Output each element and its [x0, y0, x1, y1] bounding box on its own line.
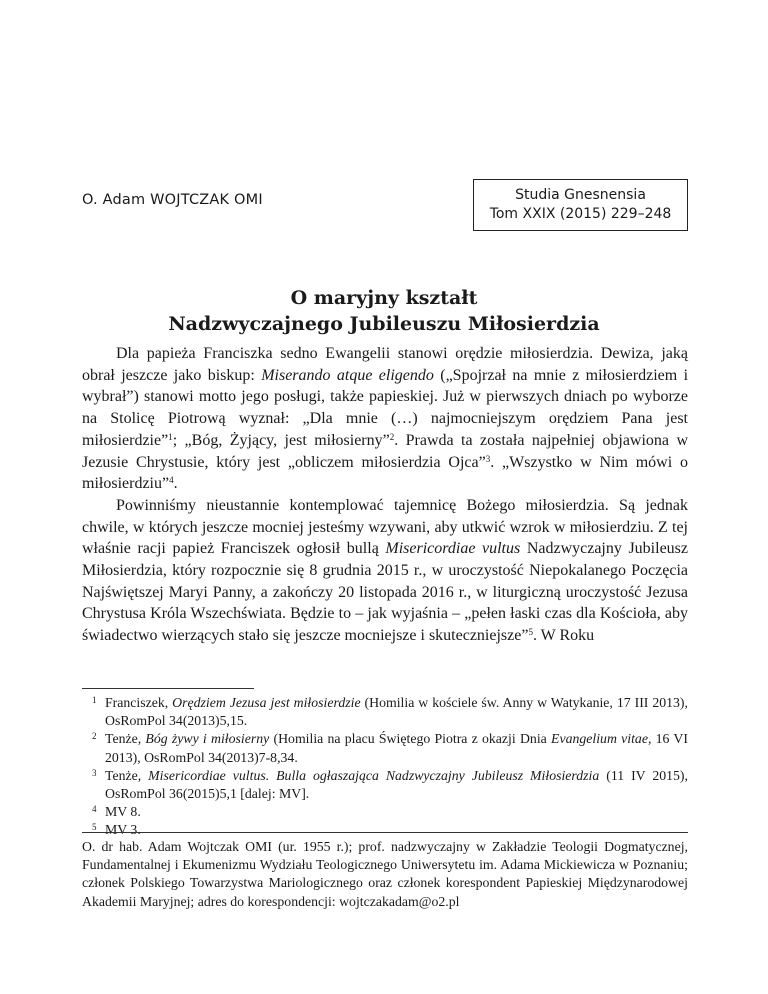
- footnote-divider: [82, 688, 254, 689]
- text-span: Nadzwyczajny Jubileusz Miłosierdzia, który rozpocznie się 8 grudnia 2015 r., w uroczystość Niepokalanego Poczęcia Najświętszej Maryi Panny, a zakończy 20 listopada 2016 r., w liturgiczną uroczystość Jezusa Chrystusa Króla Wszechświata. Będzie to – jak wyjaśnia – „pełen łaski czas dla Kościoła, aby świadectwo wierzących stało się jeszcze mocniejsze i skuteczniejsze”: [82, 540, 688, 645]
- text-span: („Spojrzał na mnie z miłosierdziem i wybrał”) stanowi motto jego posługi, także papieskiej. Już w pierwszych dniach po wyborze na Stolicę Piotrową wyznał: „Dla mnie (…) najmocniejszym orędziem Pana jest miłosierdzie”: [82, 366, 689, 449]
- italic-title: Orędziem Jezusa jest miłosierdzie: [172, 695, 361, 710]
- italic-motto: Miserando atque eligendo: [261, 366, 434, 384]
- text-span: (11 IV 2015), OsRomPol 36(2015)5,1 [dalej: MV].: [105, 767, 688, 802]
- article-body: [82, 343, 688, 647]
- author-name: O. Adam WOJTCZAK OMI: [82, 192, 263, 208]
- text-span: Franciszek,: [105, 695, 173, 710]
- title-line-2: Nadzwyczajnego Jubileuszu Miłosierdzia: [168, 313, 600, 335]
- italic-bull-title: Misericordiae vultus: [385, 540, 521, 558]
- text-span: Tenże,: [105, 767, 149, 783]
- text-span: MV 8.: [105, 804, 141, 820]
- footnote-4: 4 MV 8.: [92, 804, 141, 820]
- paragraph-1: [82, 343, 688, 495]
- italic-title: Evangelium vitae: [551, 731, 648, 747]
- journal-volume: Tom XXIX (2015) 229–248: [489, 206, 672, 222]
- italic-title: Misericordiae vultus. Bulla ogłaszająca Nadzwyczajny Jubileusz Miłosierdzia: [148, 767, 600, 783]
- article-title: [0, 285, 768, 337]
- text-span: .: [173, 475, 178, 493]
- text-span: . W Roku: [532, 627, 595, 645]
- footnotes: [82, 694, 688, 840]
- text-span: . „Wszystko w Nim mówi o miłosierdziu”: [82, 453, 688, 493]
- footnote-5: 5 MV 3.: [92, 822, 141, 838]
- text-span: Dla papieża Franciszka sedno Ewangelii stanowi orędzie miłosierdzia. Dewiza, jaką obrał jeszcze jako biskup:: [82, 345, 688, 384]
- footnote-ref-1[interactable]: 1: [168, 431, 173, 442]
- text-span: , 16 VI 2013), OsRomPol 34(2013)7-8,34.: [105, 731, 688, 765]
- footnote-ref-2[interactable]: 2: [389, 431, 395, 442]
- footnote-ref-5[interactable]: 5: [528, 627, 533, 638]
- footnote-1: 1 Franciszek, Orędziem Jezusa jest miłosierdzie (Homilia w kościele św. Anny w Watykanie, 17 III 2013), OsRomPol 34(2013)5,15.: [92, 695, 688, 729]
- bio-divider: [82, 832, 688, 833]
- footnote-3: 3 Tenże, Misericordiae vultus. Bulla ogłaszająca Nadzwyczajny Jubileusz Miłosierdzia (11 IV 2015), OsRomPol 36(2015)5,1 [dalej: MV].: [92, 767, 688, 802]
- italic-title: Bóg żywy i miłosierny: [145, 731, 270, 747]
- paragraph-2: [82, 495, 688, 647]
- author-bio: O. dr hab. Adam Wojtczak OMI (ur. 1955 r.); prof. nadzwyczajny w Zakładzie Teologii Dogmatycznej, Fundamentalnej i Ekumenizmu Wydziału Teologicznego Uniwersytetu im. Adama Mickiewicza w Poznaniu; członek Polskiego Towarzystwa Mariologicznego oraz członek korespondent Papieskiej Międzynarodowej Akademii Maryjnej; adres do korespondencji: wojtczakadam@o2.pl: [82, 839, 688, 909]
- journal-citation-box: [473, 179, 688, 231]
- journal-name: Studia Gnesnensia: [515, 187, 646, 203]
- text-span: ; „Bóg, Żyjący, jest miłosierny”: [172, 431, 390, 449]
- text-span: (Homilia na placu Świętego Piotra z okazji Dnia: [269, 731, 552, 747]
- text-span: MV 3.: [105, 822, 141, 838]
- text-span: . Prawda ta została najpełniej objawiona w Jezusie Chrystusie, który jest „obliczem miłosierdzia Ojca”: [82, 431, 688, 471]
- text-span: Powinniśmy nieustannie kontemplować tajemnicę Bożego miłosierdzia. Są jednak chwile, w których jeszcze mocniej jesteśmy wzywani, aby utkwić wzrok w miłosierdziu. Z tej właśnie racji papież Franciszek ogłosił bullą: [82, 496, 688, 558]
- footnote-ref-4[interactable]: 4: [169, 475, 174, 486]
- title-line-1: O maryjny kształt: [290, 287, 478, 309]
- footnote-ref-3[interactable]: 3: [485, 453, 491, 464]
- footnote-2: 2 Tenże, Bóg żywy i miłosierny (Homilia na placu Świętego Piotra z okazji Dnia Evangelium vitae, 16 VI 2013), OsRomPol 34(2013)7-8,34.: [92, 731, 688, 765]
- text-span: (Homilia w kościele św. Anny w Watykanie, 17 III 2013), OsRomPol 34(2013)5,15.: [105, 695, 688, 729]
- text-span: Tenże,: [105, 731, 146, 747]
